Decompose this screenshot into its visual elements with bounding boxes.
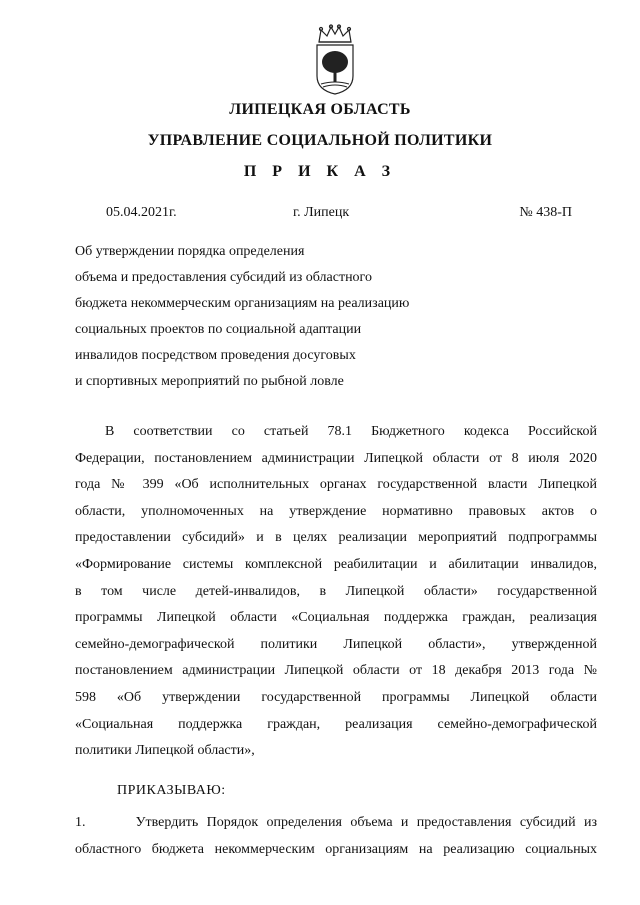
coat-of-arms-icon <box>311 24 359 96</box>
paragraph-line: программы Липецкой области «Социальная поддержка граждан, реализация <box>75 610 597 626</box>
paragraph-line: семейно-демографической политики Липецкой области», утвержденной <box>75 636 597 652</box>
subject-line: и спортивных мероприятий по рыбной ловле <box>75 374 344 389</box>
paragraph-line: областного бюджета некоммерческим организациям на реализацию социальных <box>75 841 597 857</box>
paragraph-line: «Социальная поддержка граждан, реализация семейно-демографической <box>75 716 597 732</box>
paragraph-line: «Формирование системы комплексной реабилитации и абилитации инвалидов, <box>75 556 597 572</box>
paragraph-line: В соответствии со статьей 78.1 Бюджетного кодекса Российской <box>105 424 597 439</box>
order-word: ПРИКАЗЫВАЮ: <box>117 783 226 798</box>
paragraph-line: области, уполномоченных на утверждение нормативно правовых актов о <box>75 503 597 519</box>
paragraph-line: 598 «Об утверждении государственной программы Липецкой области <box>75 689 597 705</box>
subject-line: социальных проектов по социальной адаптации <box>75 322 362 337</box>
paragraph-line: постановлением администрации Липецкой области от 18 декабря 2013 года № <box>75 663 597 679</box>
paragraph-line: 1. Утвердить Порядок определения объема и предоставления субсидий из <box>75 815 597 830</box>
document-city: г. Липецк <box>293 205 350 220</box>
department-title: УПРАВЛЕНИЕ СОЦИАЛЬНОЙ ПОЛИТИКИ <box>147 132 493 149</box>
subject-line: Об утверждении порядка определения <box>75 244 305 259</box>
subject-line: бюджета некоммерческим организациям на реализацию <box>75 296 410 311</box>
paragraph-line: в том числе детей-инвалидов, в Липецкой области» государственной <box>75 583 597 599</box>
subject-line: инвалидов посредством проведения досуговых <box>75 348 356 363</box>
document-number: № 438-П <box>519 205 572 220</box>
preamble-paragraph <box>75 419 597 765</box>
paragraph-line: Федерации, постановлением администрации Липецкой области от 8 июля 2020 <box>75 450 597 466</box>
subject-line: объема и предоставления субсидий из областного <box>75 270 372 285</box>
order-item-1 <box>75 810 597 863</box>
paragraph-line: года № 399 «Об исполнительных органах государственной власти Липецкой <box>75 477 597 493</box>
document-date: 05.04.2021г. <box>106 205 177 220</box>
document-subject <box>75 239 495 395</box>
region-title: ЛИПЕЦКАЯ ОБЛАСТЬ <box>229 101 411 118</box>
document-type: П Р И К А З <box>243 163 397 180</box>
paragraph-line: политики Липецкой области», <box>75 743 255 759</box>
paragraph-line: предоставлении субсидий» и в целях реализации мероприятий подпрограммы <box>75 530 597 546</box>
